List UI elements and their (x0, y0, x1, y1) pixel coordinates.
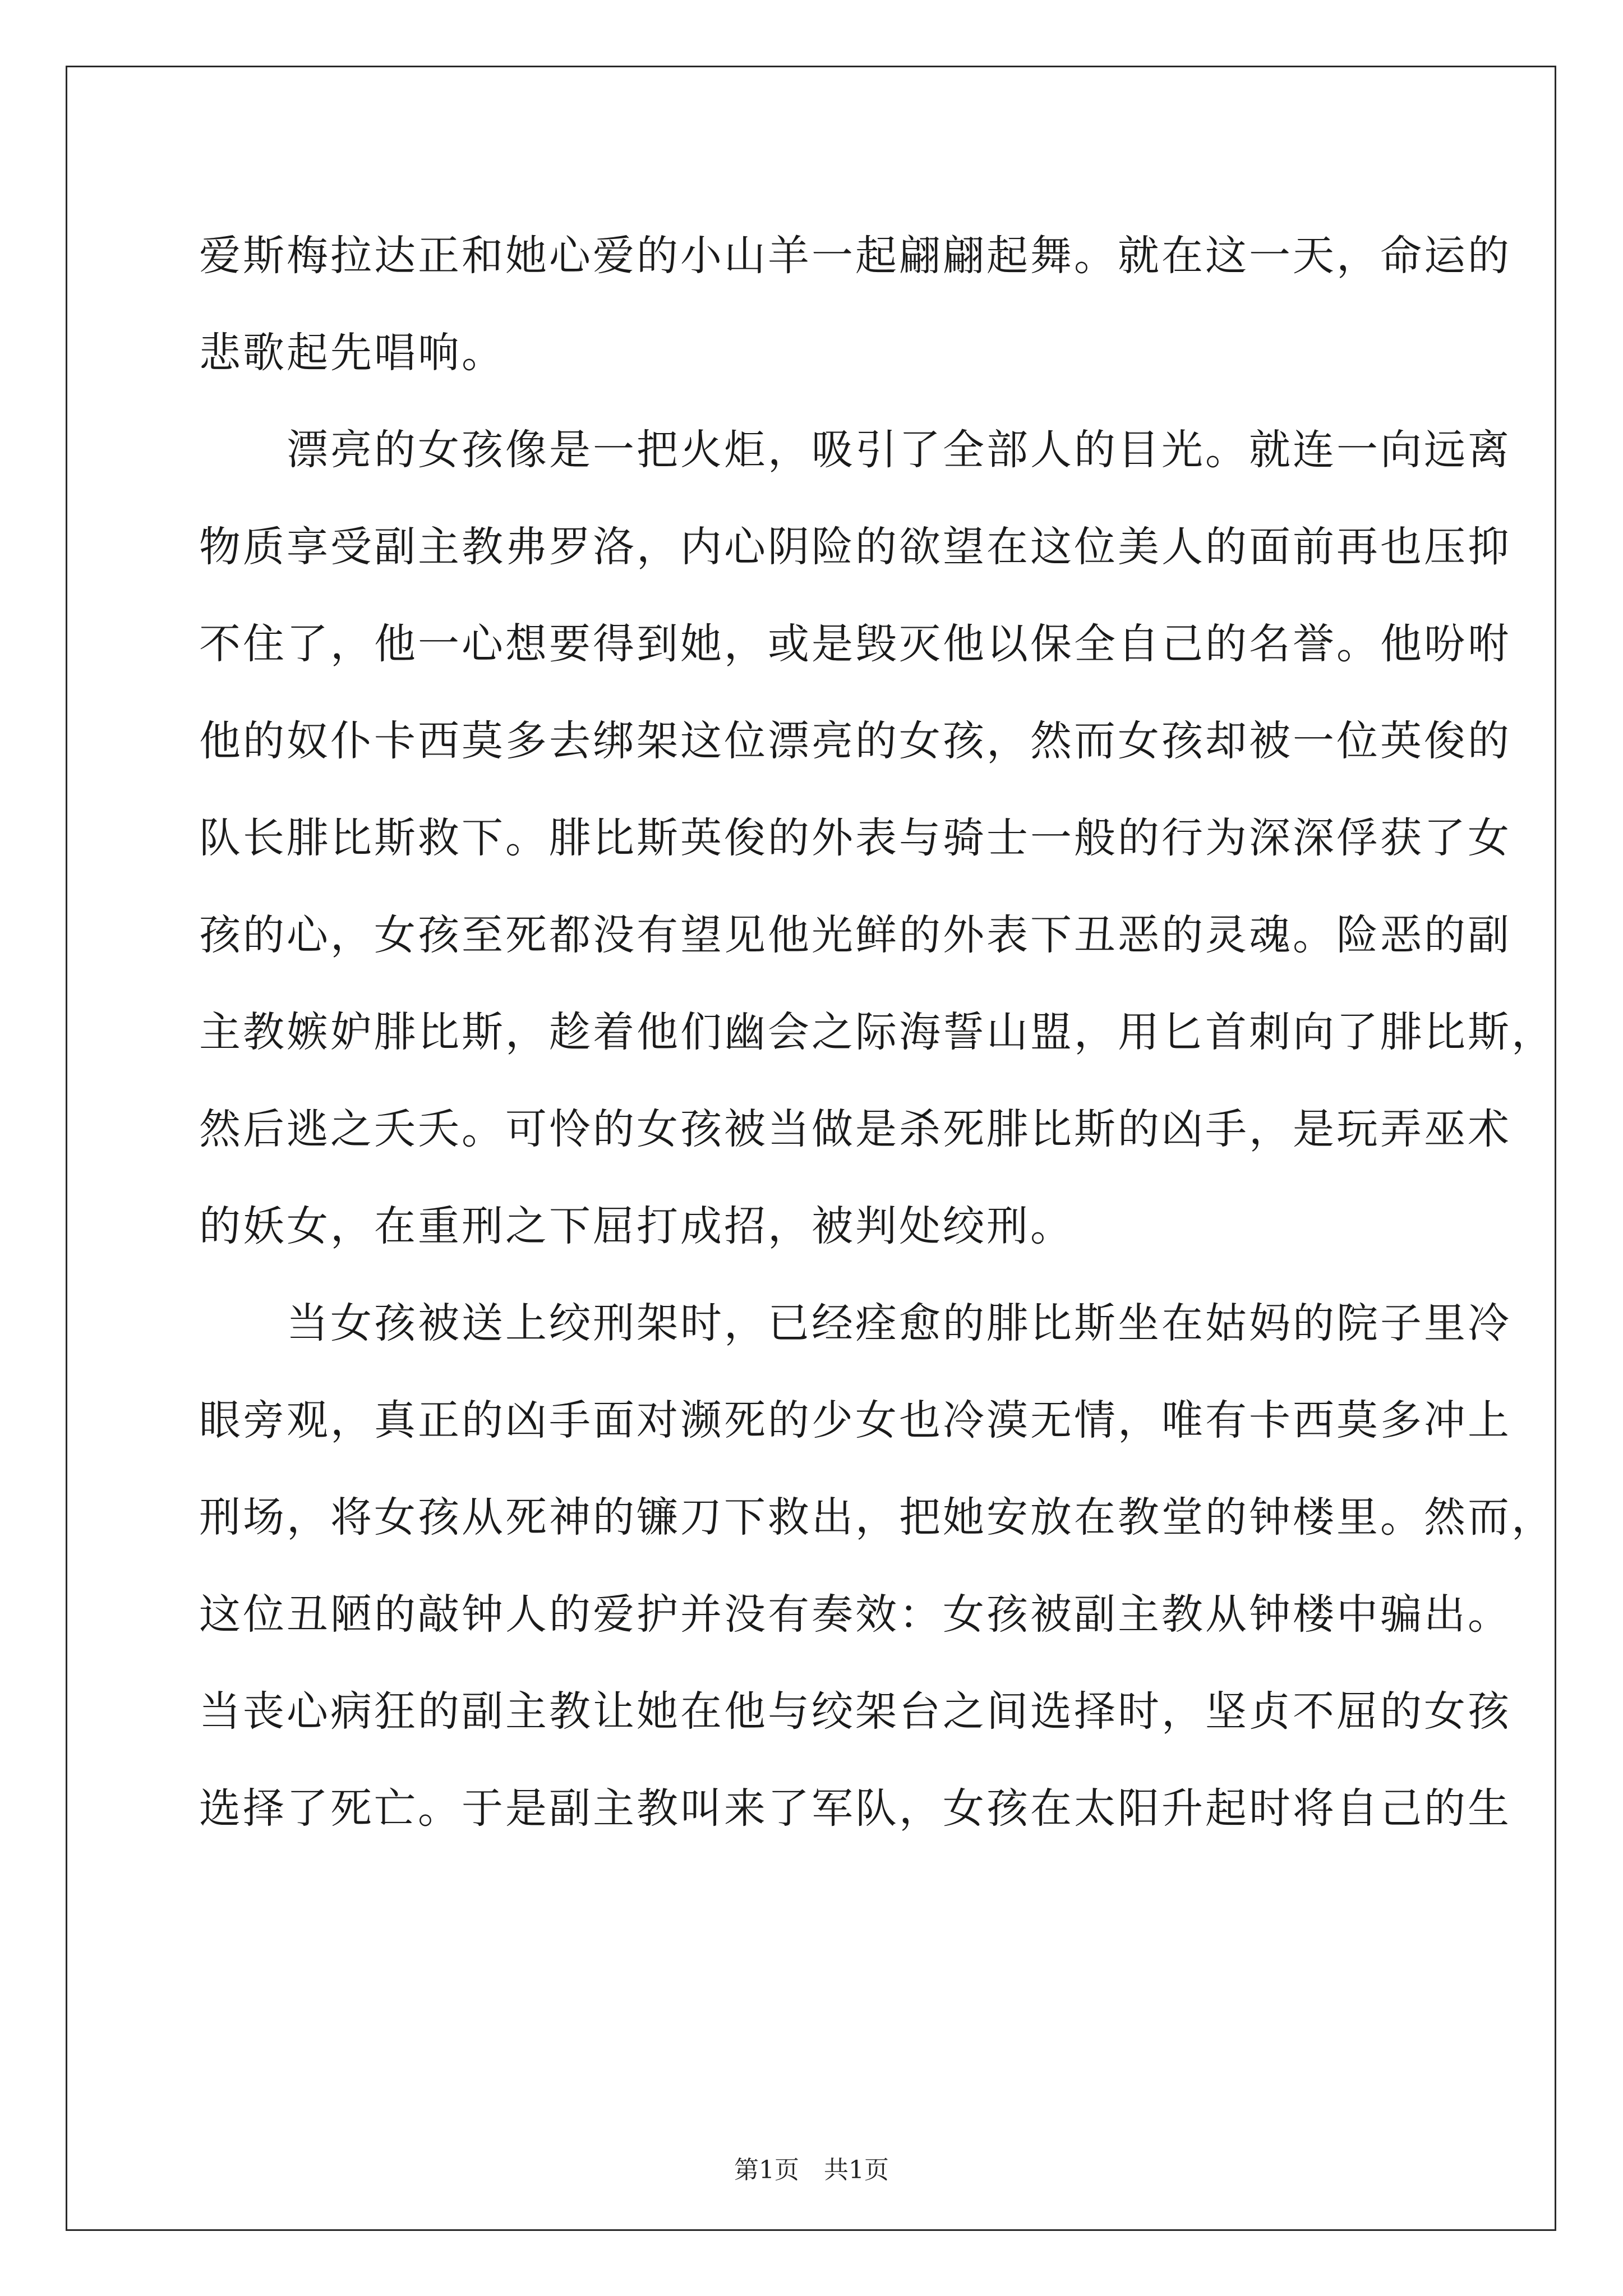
document-body (199, 208, 1555, 1857)
text-line: 爱斯梅拉达正和她心爱的小山羊一起翩翩起舞。就在这一天，命运的 (199, 232, 1511, 280)
text-line: 的妖女，在重刑之下屈打成招，被判处绞刑。 (199, 1202, 1074, 1250)
text-line: 漂亮的女孩像是一把火炬，吸引了全部人的目光。就连一向远离 (199, 426, 1511, 474)
text-line: 当女孩被送上绞刑架时，已经痊愈的腓比斯坐在姑妈的院子里冷 (199, 1299, 1511, 1347)
text-line: 刑场，将女孩从死神的镰刀下救出，把她安放在教堂的钟楼里。然而， (199, 1493, 1555, 1542)
page-number-footer: 第1页 共1页 (734, 2156, 889, 2184)
text-line: 队长腓比斯救下。腓比斯英俊的外表与骑士一般的行为深深俘获了女 (199, 814, 1511, 862)
text-line: 孩的心，女孩至死都没有望见他光鲜的外表下丑恶的灵魂。险恶的副 (199, 911, 1511, 959)
text-line: 不住了，他一心想要得到她，或是毁灭他以保全自己的名誉。他吩咐 (199, 620, 1511, 668)
text-line: 主教嫉妒腓比斯，趁着他们幽会之际海誓山盟，用匕首刺向了腓比斯， (199, 1008, 1555, 1056)
text-line: 当丧心病狂的副主教让她在他与绞架台之间选择时，坚贞不屈的女孩 (199, 1687, 1511, 1736)
text-line: 这位丑陋的敲钟人的爱护并没有奏效：女孩被副主教从钟楼中骗出。 (199, 1590, 1511, 1639)
text-line: 悲歌起先唱响。 (199, 329, 505, 377)
text-line: 选择了死亡。于是副主教叫来了军队，女孩在太阳升起时将自己的生 (199, 1784, 1511, 1833)
text-line: 眼旁观，真正的凶手面对濒死的少女也冷漠无情，唯有卡西莫多冲上 (199, 1396, 1511, 1444)
text-line: 然后逃之夭夭。可怜的女孩被当做是杀死腓比斯的凶手，是玩弄巫术 (199, 1105, 1511, 1153)
text-line: 物质享受副主教弗罗洛，内心阴险的欲望在这位美人的面前再也压抑 (199, 523, 1511, 571)
text-line: 他的奴仆卡西莫多去绑架这位漂亮的女孩，然而女孩却被一位英俊的 (199, 717, 1511, 765)
